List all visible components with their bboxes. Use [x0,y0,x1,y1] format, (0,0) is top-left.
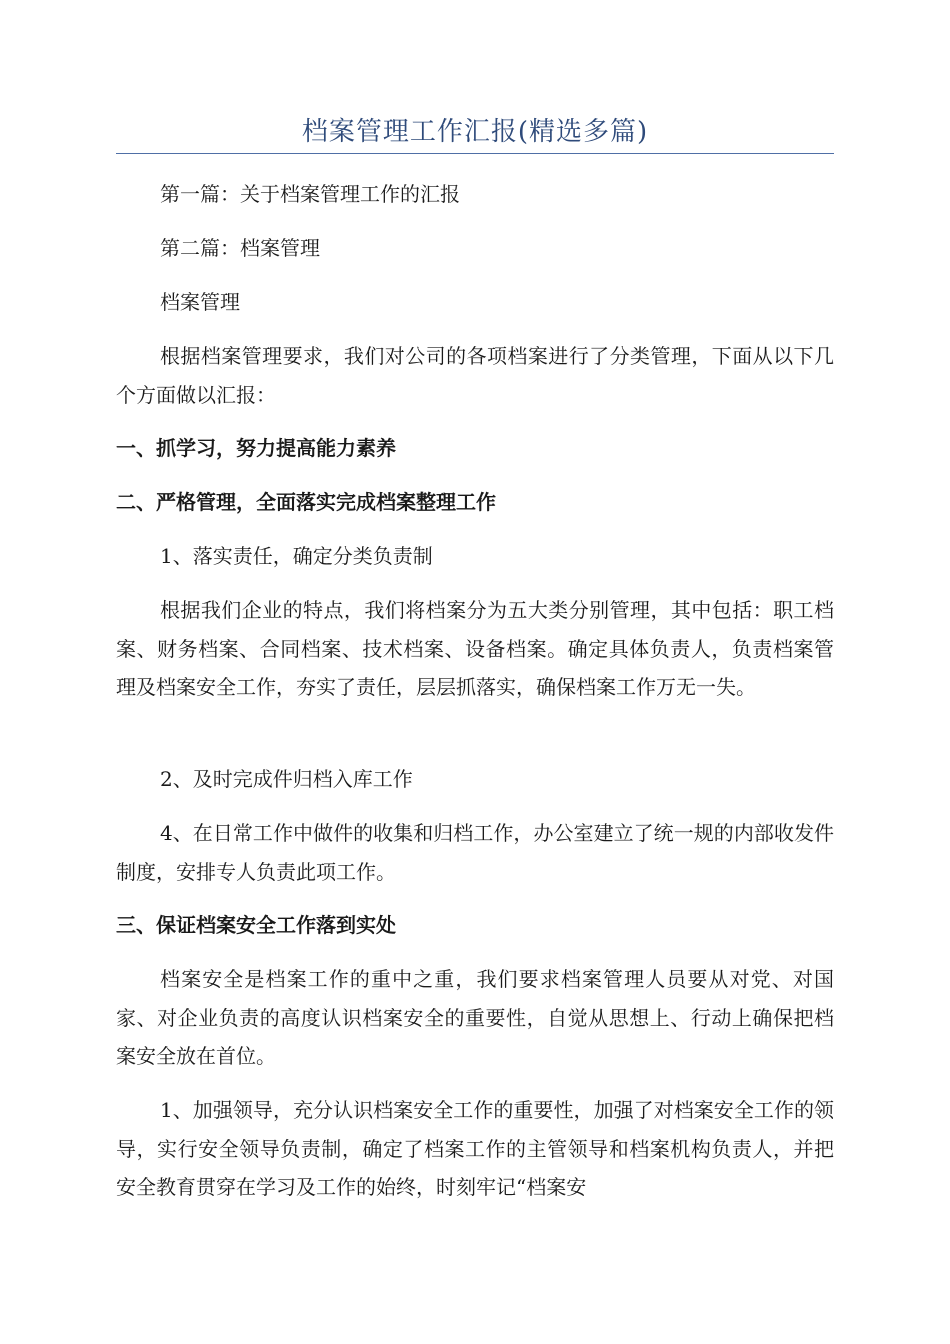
paragraph-1: 第一篇：关于档案管理工作的汇报 [160,182,460,206]
paragraph-2: 第二篇：档案管理 [160,236,320,260]
paragraph-6: 根据我们企业的特点，我们将档案分为五大类分别管理，其中包括：职工档案、财务档案、合同档案、技术档案、设备档案。确定具体负责人，负责档案管理及档案安全工作，夯实了责任，层层抓落实，确保档案工作万无一失。 [116,598,834,699]
paragraph-3: 档案管理 [160,290,240,314]
document-title: 档案管理工作汇报(精选多篇) [301,117,649,147]
paragraph-9: 档案安全是档案工作的重中之重，我们要求档案管理人员要从对党、对国家、对企业负责的高度认识档案安全的重要性，自觉从思想上、行动上确保把档案安全放在首位。 [116,967,834,1068]
paragraph-8: 4、在日常工作中做件的收集和归档工作，办公室建立了统一规的内部收发件制度，安排专人负责此项工作。 [116,821,834,884]
paragraph-7: 2、及时完成件归档入库工作 [160,767,413,791]
paragraph-5: 1、落实责任，确定分类负责制 [160,544,433,568]
section-heading-2: 二、严格管理，全面落实完成档案整理工作 [116,490,496,514]
paragraph-10: 1、加强领导，充分认识档案安全工作的重要性，加强了对档案安全工作的领导，实行安全领导负责制，确定了档案工作的主管领导和档案机构负责人，并把安全教育贯穿在学习及工作的始终，时刻牢记“档案安 [116,1098,834,1199]
paragraph-4: 根据档案管理要求，我们对公司的各项档案进行了分类管理，下面从以下几个方面做以汇报： [116,344,834,407]
section-heading-1: 一、抓学习，努力提高能力素养 [116,436,396,460]
title-underline [116,153,834,154]
section-heading-3: 三、保证档案安全工作落到实处 [116,913,396,937]
